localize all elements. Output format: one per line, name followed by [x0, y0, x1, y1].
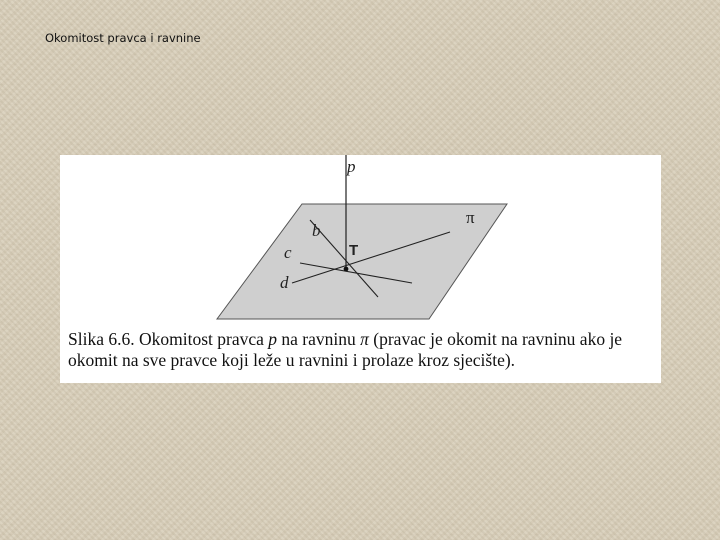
caption-text: na ravninu — [277, 329, 361, 349]
label-c: c — [284, 243, 292, 262]
caption-text: Slika 6.6. Okomitost pravca — [68, 329, 269, 349]
caption-var-pi: π — [360, 329, 369, 349]
caption-text: (pravac je okomit na ravninu ako je — [368, 329, 623, 349]
figure-caption — [68, 329, 658, 371]
caption-var-p: p — [268, 329, 278, 349]
figure — [60, 155, 661, 383]
slide-title: Okomitost pravca i ravnine — [45, 31, 201, 45]
point-T — [344, 267, 349, 272]
label-p: p — [347, 157, 356, 176]
label-T: T — [349, 242, 359, 259]
label-d: d — [280, 273, 289, 292]
label-pi: π — [466, 208, 475, 227]
caption-line-2: okomit na sve pravce koji leže u ravnini i prolaze kroz sjecište). — [68, 350, 516, 370]
plane-pi — [217, 204, 507, 319]
caption-line-1 — [68, 329, 658, 350]
label-b: b — [312, 221, 321, 240]
